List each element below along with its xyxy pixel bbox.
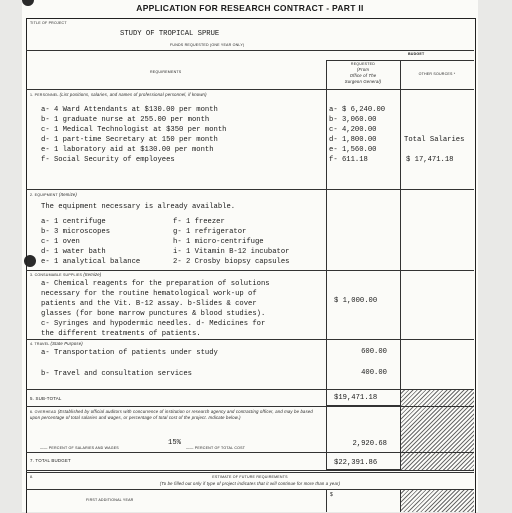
- equipment-item: c- 1 oven: [41, 238, 80, 246]
- supplies-line: glasses (for bone marrow punctures & blood studies).: [41, 310, 266, 318]
- equipment-item: b- 3 microscopes: [41, 228, 111, 236]
- office-label: Office of The: [349, 73, 377, 78]
- personnel-item: c- 1 Medical Technologist at $350 per month: [41, 126, 227, 134]
- personnel-item: a- 4 Ward Attendants at $130.00 per month: [41, 106, 218, 114]
- travel-item: a- Transportation of patients under study: [41, 349, 218, 357]
- form-title: APPLICATION FOR RESEARCH CONTRACT - PART II: [136, 3, 364, 13]
- percent-total-label: —— PERCENT OF TOTAL COST: [186, 446, 246, 450]
- total-budget-value: $22,391.86: [334, 459, 378, 467]
- personnel-amount: c- 4,200.00: [329, 126, 377, 134]
- equipment-item: f- 1 freezer: [173, 218, 225, 226]
- equipment-item: g- 1 refrigerator: [173, 228, 247, 236]
- personnel-item: b- 1 graduate nurse at 255.00 per month: [41, 116, 210, 124]
- total-budget-label: 7. TOTAL BUDGET: [30, 458, 71, 463]
- personnel-amount: f- 611.18: [329, 156, 368, 164]
- equipment-intro: The equipment necessary is already available.: [41, 203, 236, 211]
- funds-requested-label: FUNDS REQUESTED (ONE YEAR ONLY): [170, 43, 245, 47]
- travel-item: b- Travel and consultation services: [41, 370, 192, 378]
- personnel-amount: e- 1,560.00: [329, 146, 377, 154]
- subtotal-label: 5. SUB-TOTAL: [30, 396, 62, 401]
- personnel-item: d- 1 part-time Secretary at 150 per month: [41, 136, 218, 144]
- equipment-item: d- 1 water bath: [41, 248, 106, 256]
- overhead-percent: 15%: [168, 439, 181, 447]
- subtotal-value: $19,471.18: [334, 394, 378, 402]
- first-year-label: FIRST ADDITIONAL YEAR: [86, 498, 134, 502]
- supplies-line: a- Chemical reagents for the preparation of solutions: [41, 280, 270, 288]
- supplies-label: 3. CONSUMABLE SUPPLIES (Itemize): [30, 272, 102, 277]
- equipment-item: 2- 2 Crosby biopsy capsules: [173, 258, 290, 266]
- personnel-amount: b- 3,060.00: [329, 116, 377, 124]
- surgeon-label: Surgeon General): [344, 79, 382, 84]
- total-salaries-label: Total Salaries: [404, 136, 465, 144]
- equipment-item: h- 1 micro-centrifuge: [173, 238, 264, 246]
- requirements-label: REQUIREMENTS: [150, 70, 182, 74]
- dollar-sign: $: [330, 492, 333, 498]
- supplies-line: necessary for the routine hematological work-up of: [41, 290, 257, 298]
- travel-amount: 400.00: [361, 369, 387, 377]
- personnel-amount: a- $ 6,240.00: [329, 106, 386, 114]
- personnel-item: e- 1 laboratory aid at $130.00 per month: [41, 146, 214, 154]
- title-of-project-label: TITLE OF PROJECT: [30, 21, 67, 25]
- equipment-item: a- 1 centrifuge: [41, 218, 106, 226]
- personnel-label: 1. PERSONNEL (List positions, salaries, and names of professional personnel, if known): [30, 92, 207, 97]
- project-title: STUDY OF TROPICAL SPRUE: [120, 30, 220, 38]
- other-sources-label: OTHER SOURCES *: [418, 72, 456, 76]
- shaded-cell: [401, 390, 474, 470]
- supplies-amount: $ 1,000.00: [334, 297, 378, 305]
- supplies-line: the different treatments of patients.: [41, 330, 201, 338]
- total-salaries-value: $ 17,471.18: [406, 156, 454, 164]
- overhead-value: 2,920.68: [352, 440, 387, 448]
- travel-label: 4. TRAVEL (State Purpose): [30, 341, 83, 346]
- equipment-item: e- 1 analytical balance: [41, 258, 141, 266]
- equipment-item: i- 1 Vitamin B-12 incubator: [173, 248, 290, 256]
- overhead-text: 6. OVERHEAD (Established by official auditors with concurrence of institution or research agency and contracting officer, and may be based upon percentage of total salaries and wages, or percentage of total cost of the project. Indicate below.): [30, 409, 313, 421]
- shaded-cell: [401, 490, 474, 512]
- future-label: 8.: [30, 475, 34, 479]
- personnel-amount: d- 1,800.00: [329, 136, 377, 144]
- future-heading: ESTIMATE OF FUTURE REQUIREMENTS: [212, 475, 288, 479]
- equipment-label: 2. EQUIPMENT (Itemize): [30, 192, 77, 197]
- supplies-line: c- Syringes and hypodermic needles. d- Medicines for: [41, 320, 266, 328]
- budget-label: BUDGET: [408, 52, 425, 56]
- future-hint: (To be filled out only if type of project indicates that it will continue for more than a year): [159, 481, 341, 486]
- travel-amount: 600.00: [361, 348, 387, 356]
- percent-salaries-label: —— PERCENT OF SALARIES AND WAGES: [40, 446, 119, 450]
- from-label: (From: [356, 67, 370, 72]
- requested-label: REQUESTED: [350, 62, 376, 66]
- supplies-line: patients and the Vit. B-12 assay. b-Slides & cover: [41, 300, 257, 308]
- personnel-item: f- Social Security of employees: [41, 156, 175, 164]
